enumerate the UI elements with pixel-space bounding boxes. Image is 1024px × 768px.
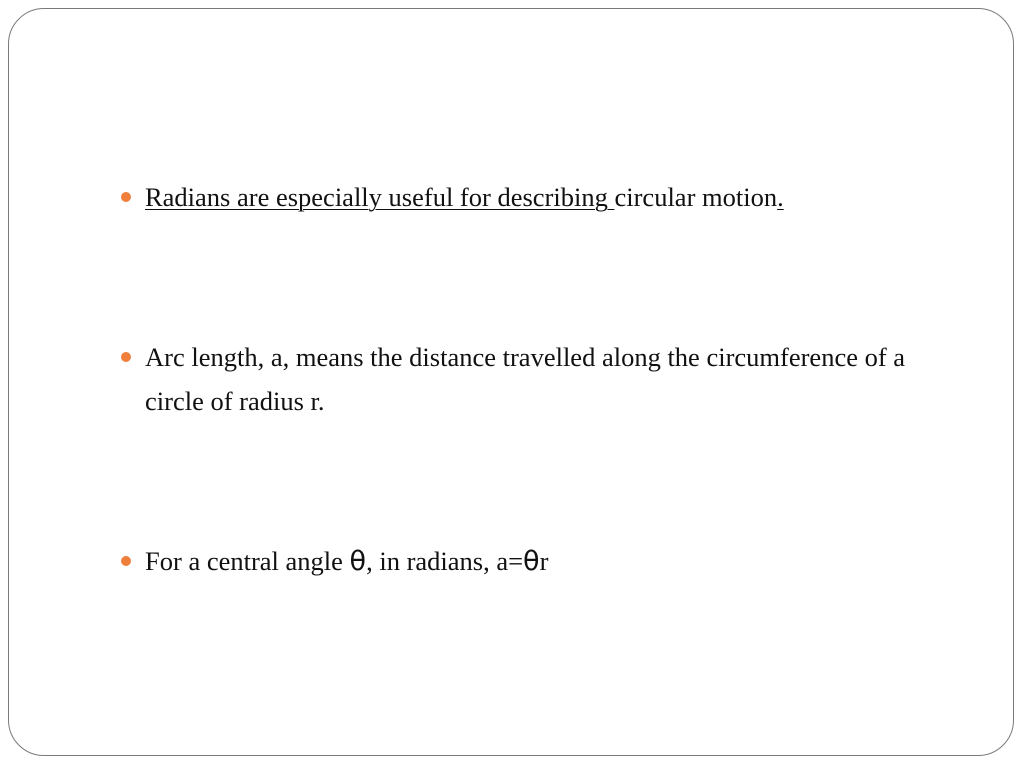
- bullet-dot-icon: [121, 192, 131, 202]
- theta-symbol: θ: [523, 546, 540, 577]
- formula-middle: , in radians, a=: [366, 546, 524, 576]
- bullet-text: [145, 539, 961, 584]
- bullet-text: [145, 175, 961, 219]
- bullet-dot-icon: [121, 352, 131, 362]
- formula-suffix: r: [539, 546, 549, 576]
- bullet-text: Arc length, a, means the distance travelled along the circumference of a circle of radius r.: [145, 342, 906, 416]
- plain-text: circular motion: [614, 182, 778, 212]
- underlined-period: .: [777, 182, 784, 212]
- bullet-item-central-angle: [121, 539, 961, 584]
- bullet-dot-icon: [121, 556, 131, 566]
- formula-prefix: For a central angle: [145, 546, 350, 576]
- bullet-item-arc-length: [121, 335, 961, 423]
- bullet-item-radians: [121, 175, 961, 219]
- bullet-list: [9, 9, 1013, 755]
- slide-frame: [8, 8, 1014, 756]
- underlined-text: Radians are especially useful for describing: [145, 182, 615, 212]
- theta-symbol: θ: [349, 546, 367, 577]
